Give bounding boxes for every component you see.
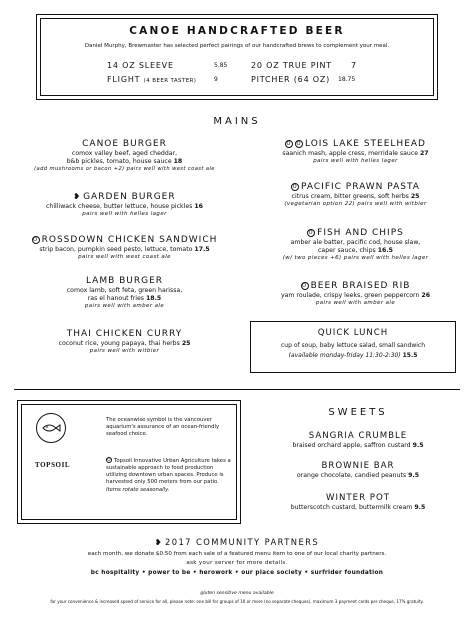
quick-lunch-price: 15.5: [402, 352, 418, 359]
dish-desc: coconut rice, young papaya, thai herbs: [58, 340, 180, 348]
flight-note: (4 BEER TASTER): [143, 78, 197, 84]
pitcher-label: PITCHER (64 OZ): [251, 75, 331, 84]
pitcher-price: 18.75: [338, 76, 356, 83]
quick-lunch-availability: (available monday-friday 11:30-2:30): [288, 352, 401, 359]
beer-title: CANOE HANDCRAFTED BEER: [129, 25, 345, 37]
sweet-brownie-bar: [258, 461, 458, 480]
sweet-name: SANGRIA CRUMBLE: [308, 431, 408, 441]
dish-lois-lake-steelhead: [248, 139, 463, 165]
dish-lamb-burger: [17, 276, 232, 310]
sleeve-label: 14 OZ SLEEVE: [107, 61, 174, 70]
dish-name: GARDEN BURGER: [83, 192, 176, 202]
leaf-icon: O: [302, 283, 308, 289]
quick-lunch-title: QUICK LUNCH: [317, 328, 389, 338]
dish-price: 26: [421, 292, 431, 300]
dish-price: 16: [194, 203, 203, 211]
dish-note: (add mushrooms or bacon +2): [34, 165, 125, 172]
dish-garden-burger: [17, 192, 232, 218]
dish-desc2: caper sauce, chips: [318, 247, 376, 254]
dish-pairing: pairs well with amber ale: [315, 300, 396, 306]
flight-label: FLIGHT: [107, 75, 141, 84]
dish-desc: strip bacon, pumpkin seed pesto, lettuce, tomato: [39, 246, 193, 254]
dish-pairing: pairs well with witbier: [89, 348, 160, 354]
dish-desc: saanich mash, apple cress, merridale sauce: [282, 150, 419, 158]
dish-name: CANOE BURGER: [82, 139, 167, 149]
dish-name: BEER BRAISED RIB: [310, 281, 411, 291]
flight-label-group: [107, 75, 196, 84]
dish-name: LOIS LAKE STEELHEAD: [305, 139, 426, 149]
sweet-price: 9.5: [412, 442, 424, 450]
flight-price: 9: [214, 76, 218, 83]
payment-policy: for your convenience & increased speed of service for all, please note: one bill for groups of 10 or more (no separate cheques), maximum 3 payment cards per cheque, 17% gratuity.: [50, 599, 424, 604]
dish-price: 17.5: [194, 246, 210, 254]
dish-desc: yam roulade, crispy leeks, green peppercorn: [280, 292, 420, 300]
oceanwise-logo-icon: [36, 413, 66, 443]
topsoil-logo: TOPSOIL: [35, 461, 71, 469]
dish-beer-braised-rib: [248, 281, 463, 307]
dish-name: THAI CHICKEN CURRY: [66, 329, 183, 339]
sweet-price: 9.5: [414, 504, 426, 512]
dish-desc: comox valley beef, aged cheddar,: [71, 150, 178, 158]
oceanwise-text: The oceanwise symbol is the vancouver aquarium's assurance of an ocean-friendly seafood choice.: [106, 417, 220, 438]
sweet-sangria-crumble: [258, 431, 458, 450]
mains-heading: MAINS: [213, 116, 261, 127]
dish-pairing: pairs well with helles lager: [313, 158, 398, 164]
dish-pairing: pairs well with amber ale: [84, 302, 165, 309]
section-divider: [14, 389, 460, 390]
quick-lunch-desc: cup of soup, baby lettuce salad, small sandwich: [281, 342, 425, 349]
dish-name: FISH AND CHIPS: [317, 228, 404, 238]
dish-pairing: pairs well with witbier: [357, 201, 427, 207]
dish-canoe-burger: [17, 139, 232, 172]
oceanwise-fish-icon: [37, 414, 65, 442]
dish-name: LAMB BURGER: [85, 276, 164, 286]
dish-name: ROSSDOWN CHICKEN SANDWICH: [41, 235, 218, 245]
oceanwise-icon: O: [292, 184, 298, 190]
oceanwise-icon: O: [286, 141, 292, 147]
dish-name: PACIFIC PRAWN PASTA: [301, 182, 420, 192]
dish-price: 27: [420, 150, 429, 158]
sleeve-price: 5.85: [214, 62, 228, 69]
quick-lunch-box: [250, 321, 456, 373]
oceanwise-icon: O: [308, 230, 314, 236]
dish-thai-chicken-curry: [17, 329, 232, 355]
community-line1: each month, we donate $0.50 from each sale of a featured menu item to one of our local charity partners.: [87, 551, 387, 557]
beer-subtitle: Daniel Murphy, Brewmaster has selected perfect pairings of our handcrafted brews to complement your meal.: [84, 43, 390, 49]
leaf-icon: O: [296, 141, 302, 147]
dish-pairing: pairs well with west coast ale: [78, 254, 171, 260]
dish-price: 16.5: [377, 247, 393, 254]
dish-desc2: ras el hanout fries: [87, 295, 144, 302]
sweet-desc: braised orchard apple, saffron custard: [292, 442, 411, 450]
community-title: 2017 COMMUNITY PARTNERS: [165, 537, 320, 547]
dish-rossdown-chicken-sandwich: [17, 235, 232, 261]
dish-fish-and-chips: [248, 228, 463, 262]
dish-desc: citrus cream, bitter greens, soft herbs: [291, 193, 409, 201]
dish-price: 18: [173, 158, 183, 165]
sweet-desc: butterscotch custard, buttermilk cream: [290, 504, 413, 512]
community-partners-list: bc hospitality • power to be • herowork • our place society • surfrider foundation: [90, 570, 384, 576]
dish-pairing: pairs well with helles lager: [82, 211, 167, 217]
sweet-name: BROWNIE BAR: [321, 461, 395, 471]
topsoil-text: Topsoil Innovative Urban Agriculture takes a sustainable approach to food production utilizing downtown urban spaces. Produce is harvested only 500 meters from our patio.: [106, 458, 231, 486]
dish-desc: amber ale batter, pacific cod, house slaw,: [290, 239, 421, 247]
pint-price: 7: [351, 61, 357, 70]
leaf-icon: O: [33, 237, 39, 243]
dish-note: (vegetarian option 22): [284, 201, 356, 207]
dish-pairing: pairs well with west coast ale: [126, 165, 215, 172]
leaf-icon: O: [107, 457, 111, 462]
sweet-winter-pot: [258, 493, 458, 512]
topsoil-note: Items rotate seasonally.: [106, 486, 170, 493]
dish-pairing: pairs well with helles lager: [343, 254, 429, 261]
dish-price: 25: [410, 193, 420, 201]
topsoil-text-block: [106, 457, 234, 494]
dish-price: 25: [181, 340, 191, 348]
sweet-price: 9.5: [408, 472, 420, 480]
partners-info-box: [17, 400, 241, 524]
gluten-note: gluten sensitive menu available: [200, 591, 274, 596]
sweet-desc: orange chocolate, candied peanuts: [296, 472, 407, 480]
dish-note: (w/ two pieces +6): [282, 254, 342, 261]
sweet-name: WINTER POT: [325, 493, 391, 503]
sweets-heading: SWEETS: [328, 407, 388, 418]
community-title-row: [0, 537, 474, 547]
dish-desc2: b&b pickles, tomato, house sauce: [66, 158, 172, 165]
beer-box: [36, 14, 438, 100]
pint-label: 20 OZ TRUE PINT: [251, 61, 332, 70]
dish-desc: chilliwack cheese, butter lettuce, house pickles: [46, 203, 193, 211]
dish-pacific-prawn-pasta: [248, 182, 463, 208]
dish-price: 18.5: [145, 295, 162, 302]
community-line2: ask your server for more details.: [186, 560, 288, 566]
heart-icon: ❥: [73, 192, 82, 201]
dish-desc: comox lamb, soft feta, green harissa,: [66, 287, 183, 295]
heart-icon: ❥: [154, 538, 163, 547]
